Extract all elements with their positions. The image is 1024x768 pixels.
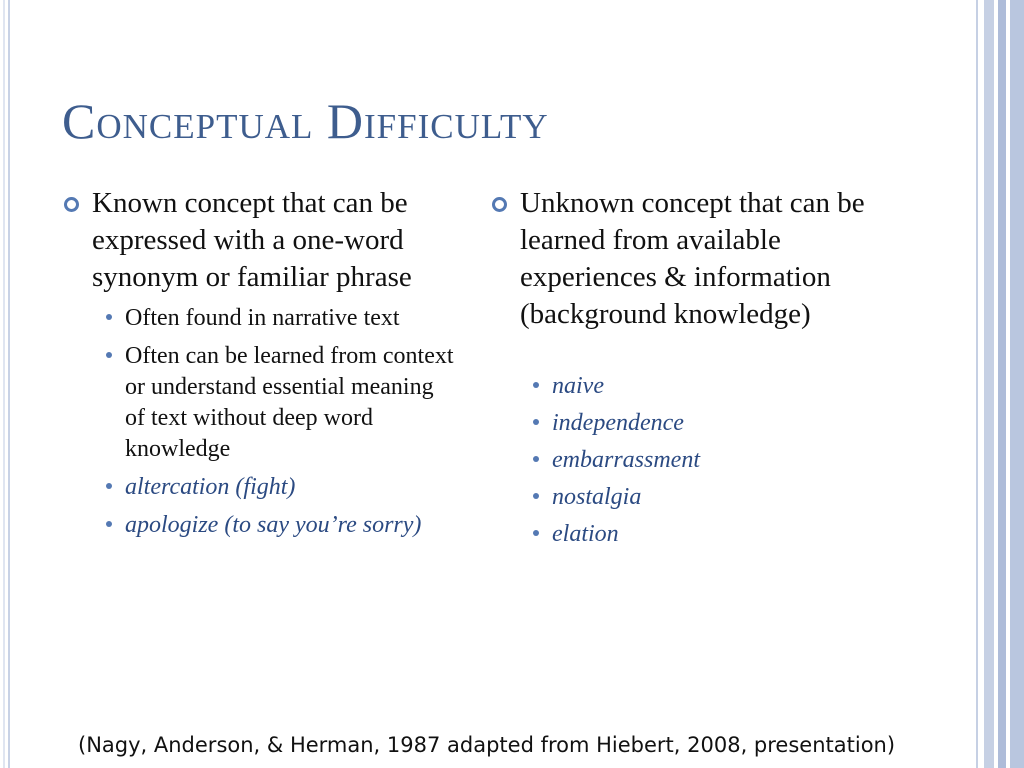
sub-bullet-text: Often found in narrative text: [125, 305, 400, 331]
sub-bullet-list: [106, 303, 454, 541]
left-frame-border: [0, 0, 10, 768]
sub-bullet: [533, 519, 892, 550]
sub-bullet: [106, 341, 454, 465]
example-word: independence: [552, 410, 684, 436]
example-word: apologize (to say you’re sorry): [125, 512, 422, 538]
main-bullet-text: Unknown concept that can be learned from available experiences & information (background knowledge): [520, 187, 865, 330]
dot-bullet-icon: [106, 314, 112, 320]
right-column: [492, 185, 892, 550]
dot-bullet-icon: [106, 352, 112, 358]
main-bullet: [64, 185, 454, 296]
ring-bullet-icon: [492, 197, 507, 212]
example-word: elation: [552, 521, 619, 547]
dot-bullet-icon: [106, 483, 112, 489]
example-word: altercation (fight): [125, 474, 296, 500]
sub-bullet: [533, 371, 892, 402]
sub-bullet: [106, 510, 454, 541]
example-word: embarrassment: [552, 447, 700, 473]
sub-bullet: [106, 472, 454, 503]
ring-bullet-icon: [64, 197, 79, 212]
main-bullet: [492, 185, 892, 333]
example-word-list: [533, 371, 892, 550]
citation: (Nagy, Anderson, & Herman, 1987 adapted from Hiebert, 2008, presentation): [78, 733, 896, 757]
sub-bullet: [533, 445, 892, 476]
example-word: naive: [552, 373, 604, 399]
left-column: [64, 185, 454, 541]
dot-bullet-icon: [533, 456, 539, 462]
dot-bullet-icon: [533, 493, 539, 499]
sub-bullet: [533, 482, 892, 513]
sub-bullet-text: Often can be learned from context or understand essential meaning of text without deep word knowledge: [125, 343, 454, 462]
example-word: nostalgia: [552, 484, 642, 510]
main-bullet-text: Known concept that can be expressed with a one-word synonym or familiar phrase: [92, 187, 412, 293]
dot-bullet-icon: [106, 521, 112, 527]
dot-bullet-icon: [533, 419, 539, 425]
decorative-stripes: [976, 0, 1024, 768]
sub-bullet: [106, 303, 454, 334]
dot-bullet-icon: [533, 382, 539, 388]
dot-bullet-icon: [533, 530, 539, 536]
sub-bullet: [533, 408, 892, 439]
slide-title: Conceptual Difficulty: [62, 93, 549, 149]
